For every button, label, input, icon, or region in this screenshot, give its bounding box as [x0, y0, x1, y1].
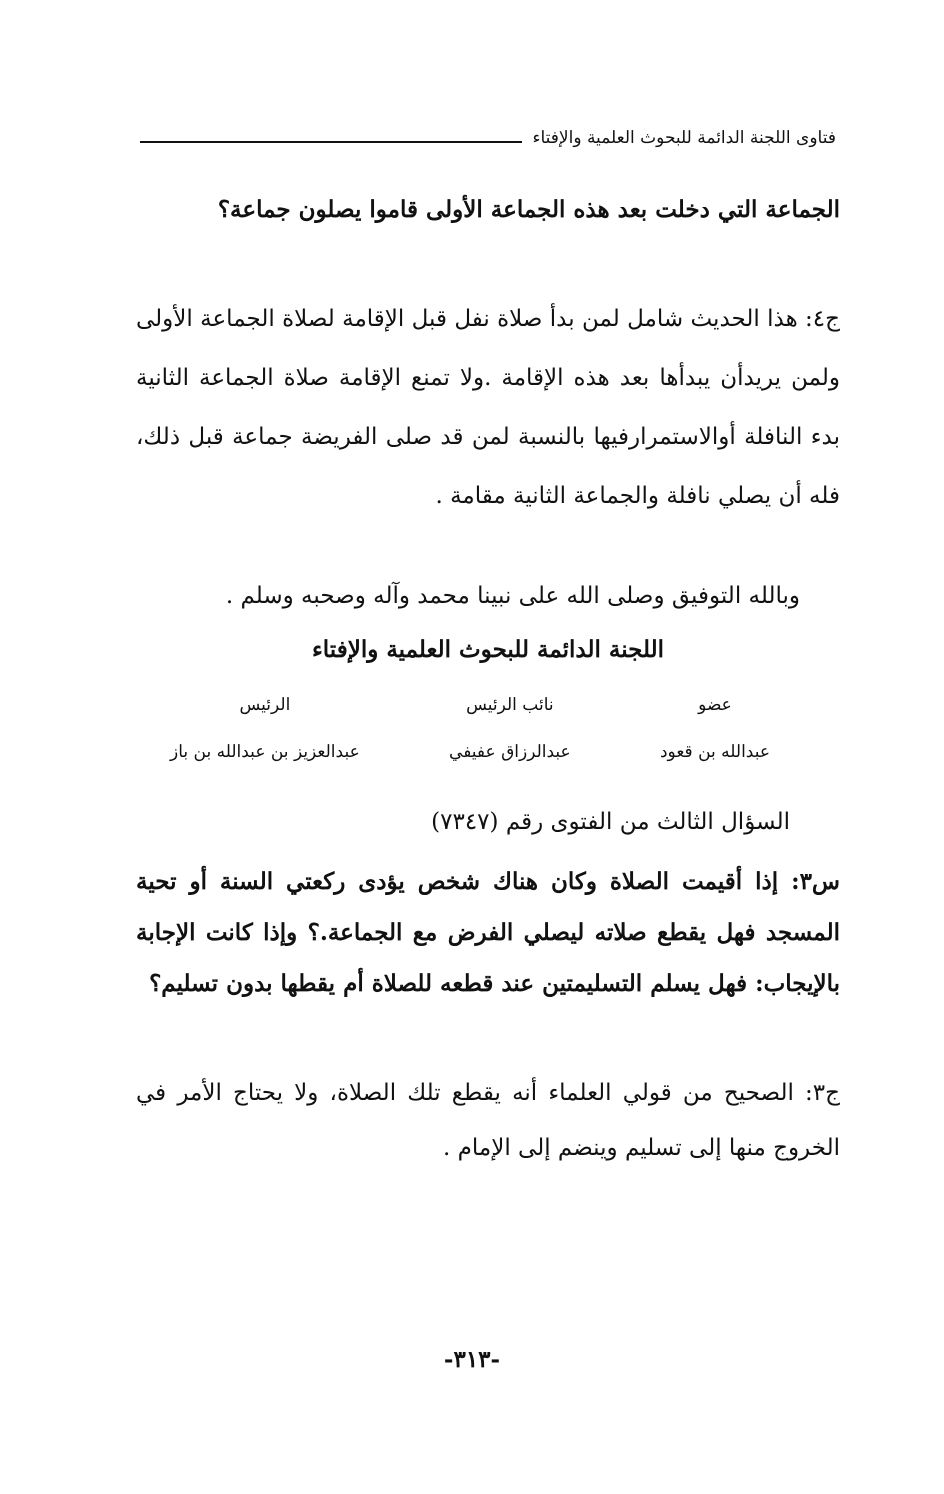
signature-name: عبدالله بن قعود: [659, 742, 770, 762]
signature-member: [660, 688, 770, 770]
signature-role: نائب الرئيس: [466, 695, 554, 715]
running-title: فتاوى اللجنة الدائمة للبحوث العلمية والإفتاء: [532, 128, 836, 148]
header-rule: [140, 141, 522, 143]
closing-line: وبالله التوفيق وصلى الله على نبينا محمد وآله وصحبه وسلم .: [225, 583, 800, 609]
signature-name: عبدالرزاق عفيفي: [449, 742, 571, 762]
answer-3-paragraph: ج٣: الصحيح من قولي العلماء أنه يقطع تلك الصلاة، ولا يحتاج الأمر في الخروج منها إلى تسليم وينضم إلى الإمام .: [136, 1080, 840, 1161]
section-title: السؤال الثالث من الفتوى رقم (٧٣٤٧): [431, 809, 790, 835]
page-number: -٣١٣-: [443, 1346, 501, 1373]
question-tail-paragraph: الجماعة التي دخلت بعد هذه الجماعة الأولى قاموا يصلون جماعة؟: [217, 196, 840, 223]
signature-name: عبدالعزيز بن عبدالله بن باز: [170, 742, 360, 762]
committee-title: اللجنة الدائمة للبحوث العلمية والإفتاء: [311, 636, 665, 663]
question-3-paragraph: س٣: إذا أقيمت الصلاة وكان هناك شخص يؤدى ركعتي السنة أو تحية المسجد فهل يقطع صلاته ليصلي الفرض مع الجماعة.؟ وإذا كانت الإجابة بالإيجاب: فهل يسلم التسليمتين عند قطعه للصلاة أم يقطها بدون تسليم؟: [136, 868, 840, 997]
signature-role: عضو: [698, 695, 732, 715]
signature-vice-president: [449, 688, 571, 770]
signature-president: [170, 688, 360, 770]
signatures: [170, 688, 770, 770]
signature-role: الرئيس: [239, 695, 291, 715]
answer-4-paragraph: ج٤: هذا الحديث شامل لمن بدأ صلاة نفل قبل الإقامة لصلاة الجماعة الأولى ولمن يريدأن يبدأها بعد هذه الإقامة .ولا تمنع الإقامة صلاة الجماعة الثانية بدء النافلة أوالاستمرارفيها بالنسبة لمن قد صلى الفريضة جماعة قبل ذلك، فله أن يصلي نافلة والجماعة الثانية مقامة .: [136, 306, 840, 509]
running-header: [140, 118, 836, 158]
